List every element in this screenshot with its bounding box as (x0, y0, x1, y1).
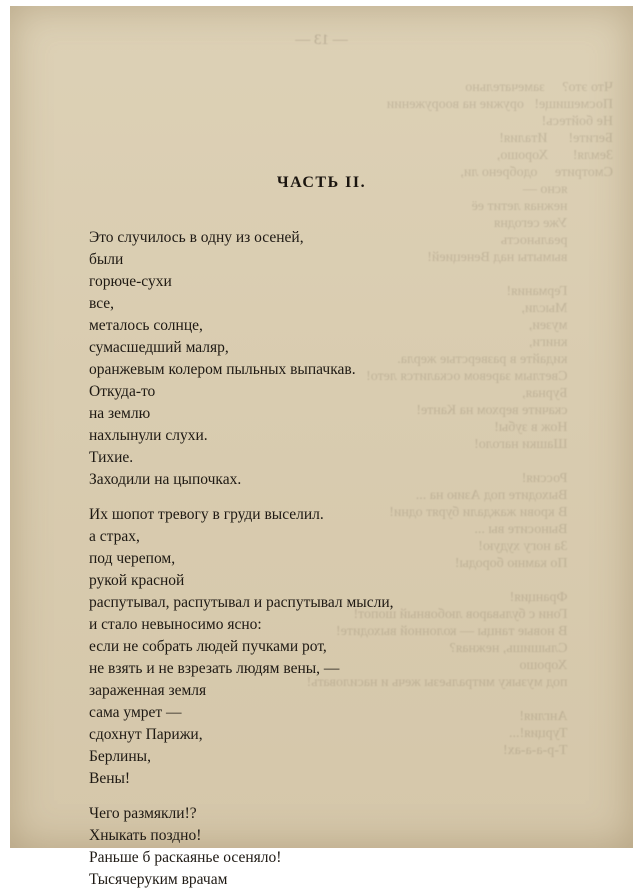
verse-line: не взять и не взрезать людям вены, — (89, 660, 340, 677)
verse-line: нахлынули слухи. (89, 427, 208, 444)
verse-line: и стало невыносимо ясно: (89, 616, 262, 633)
verse-line: Заходили на цыпочках. (89, 471, 242, 488)
stanza (89, 803, 394, 891)
verse-line: Вены! (89, 770, 131, 787)
verse-line: Хныкать поздно! (89, 827, 202, 844)
stanza-break (89, 790, 394, 803)
verse-line: металось солнце, (89, 317, 203, 334)
verse-line: были (89, 251, 124, 268)
verse-line: зараженная земля (89, 682, 207, 699)
verse-line: Тихие. (89, 449, 134, 466)
bleed-page-number: — 13 — (295, 32, 348, 48)
verse-line: Откуда-то (89, 383, 156, 400)
verse-line: оранжевым колером пыльных выпачкав. (89, 361, 356, 378)
section-heading: ЧАСТЬ II. (276, 174, 367, 191)
verse-line: сама умрет — (89, 704, 182, 721)
poem-text (89, 227, 394, 891)
verse-line: Берлины, (89, 748, 151, 765)
verse-line: Это случилось в одну из осеней, (89, 229, 304, 246)
verse-line: Их шопот тревогу в груди выселил. (89, 506, 324, 523)
verse-line: сдохнут Парижи, (89, 726, 203, 743)
verse-line: рукой красной (89, 572, 185, 589)
verse-line: сумасшедший маляр, (89, 339, 229, 356)
verse-line: Раньше б раскаянье осеняло! (89, 849, 282, 866)
bleed-column-left: Что это? замечательно Посмешище! оружие на вооружении Не бойтесь! Бегите! Италия! Земля! Хорошо, Смотрите одобрено ли, ясно — нежная летит её Уже сегодня реальность вымыты над Венецией! Германия! Мысли, музеи, книги, кидайте в разверстые жерла. Светлым заревом оскалится лето! Бурная, скачите верхом на Канте! Нож в зубы! Шашки наголо! Россия! Выходите под Азию на ... В крови жаждали бурят одни! Выносите вы ... За ногу худую! По камню бороды! Франция! Гони с бульваров любовный шопот! В новые танцы — колонной выходите! Слышишь, нежная? Хорошо под музыку митральезы жечь и насиловать! Англия! Турция!... Т-р-а-а-ах! (306, 80, 613, 758)
verse-line: горюче-сухи (89, 273, 172, 290)
verse-line: если не собрать людей пучками рот, (89, 638, 327, 655)
page-content (10, 6, 633, 888)
book-page (10, 6, 633, 888)
verse-line: Чего размякли!? (89, 805, 197, 822)
verse-line: все, (89, 295, 115, 312)
stanza (89, 227, 394, 491)
verse-line: Тысячеруким врачам (89, 871, 228, 888)
verse-line: под черепом, (89, 550, 176, 567)
verse-line: а страх, (89, 528, 140, 545)
stanza-break (89, 491, 394, 504)
verse-line: распутывал, распутывал и распутывал мысли, (89, 594, 394, 611)
stanza (89, 504, 394, 790)
verse-line: на землю (89, 405, 151, 422)
